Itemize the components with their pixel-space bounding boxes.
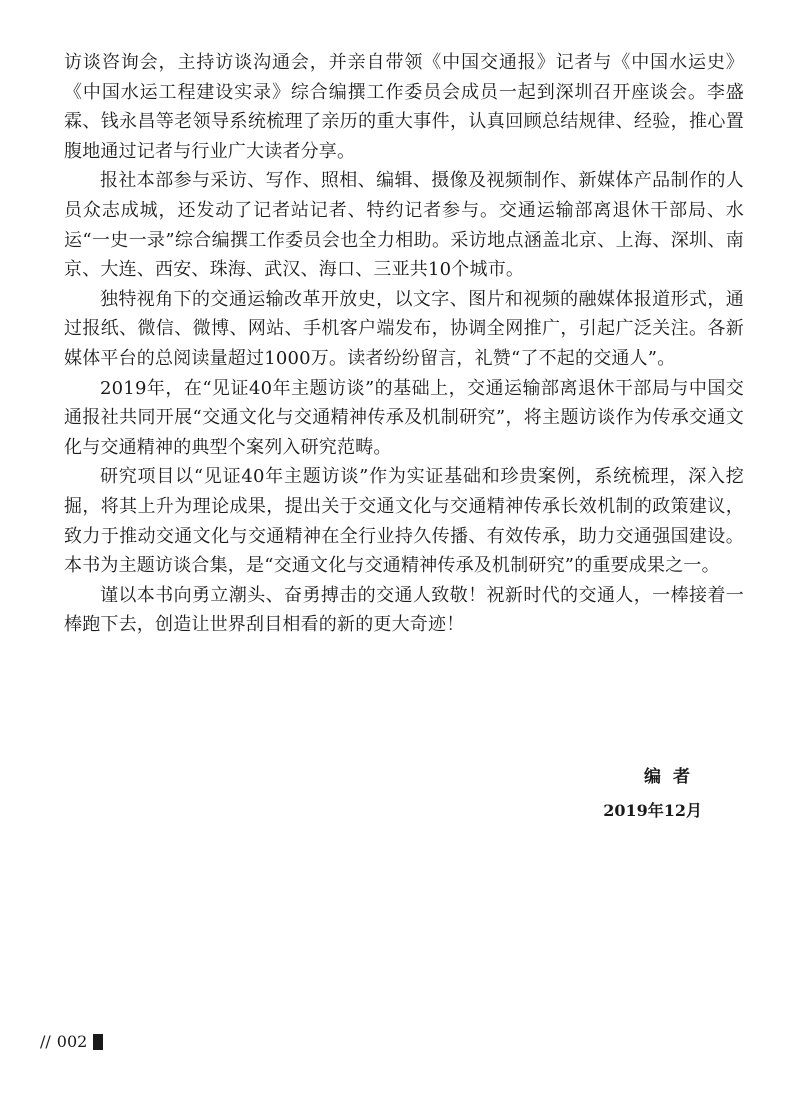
paragraph-5: 研究项目以“见证40年主题访谈”作为实证基础和珍贵案例，系统梳理，深入挖掘，将其上升为理论成果，提出关于交通文化与交通精神传承长效机制的政策建议，致力于推动交通文化与交通精神在全行业持久传播、有效传承，助力交通强国建设。本书为主题访谈合集，是“交通文化与交通精神传承及机制研究”的重要成果之一。: [64, 466, 744, 577]
paragraph-2: 报社本部参与采访、写作、照相、编辑、摄像及视频制作、新媒体产品制作的人员众志成城，还发动了记者站记者、特约记者参与。交通运输部离退休干部局、水运“一史一录”综合编撰工作委员会也全力相助。采访地点涵盖北京、上海、深圳、南京、大连、西安、珠海、武汉、海口、三亚共10个城市。: [64, 170, 744, 281]
body-text: [64, 48, 744, 640]
signature-date: 2019年12月: [603, 801, 702, 820]
page-footer: [40, 1032, 103, 1051]
page-number: 002: [56, 1032, 88, 1051]
paragraph-6: 谨以本书向勇立潮头、奋勇搏击的交通人致敬！祝新时代的交通人，一棒接着一棒跑下去，创造让世界刮目相看的新的更大奇迹！: [64, 584, 744, 636]
paragraph-1: 访谈咨询会，主持访谈沟通会，并亲自带领《中国交通报》记者与《中国水运史》《中国水运工程建设实录》综合编撰工作委员会成员一起到深圳召开座谈会。李盛霖、钱永昌等老领导系统梳理了亲历的重大事件，认真回顾总结规律、经验，推心置腹地通过记者与行业广大读者分享。: [64, 52, 744, 162]
paragraph-3: 独特视角下的交通运输改革开放史，以文字、图片和视频的融媒体报道形式，通过报纸、微信、微博、网站、手机客户端发布，协调全网推广，引起广泛关注。各新媒体平台的总阅读量超过1000万。读者纷纷留言，礼赞“了不起的交通人”。: [64, 288, 744, 369]
author-signature: 编者: [644, 767, 702, 787]
paragraph-4: 2019年，在“见证40年主题访谈”的基础上，交通运输部离退休干部局与中国交通报社共同开展“交通文化与交通精神传承及机制研究”，将主题访谈作为传承交通文化与交通精神的典型个案列入研究范畴。: [64, 377, 744, 458]
footer-prefix: //: [40, 1032, 51, 1051]
footer-block-icon: [93, 1034, 103, 1050]
